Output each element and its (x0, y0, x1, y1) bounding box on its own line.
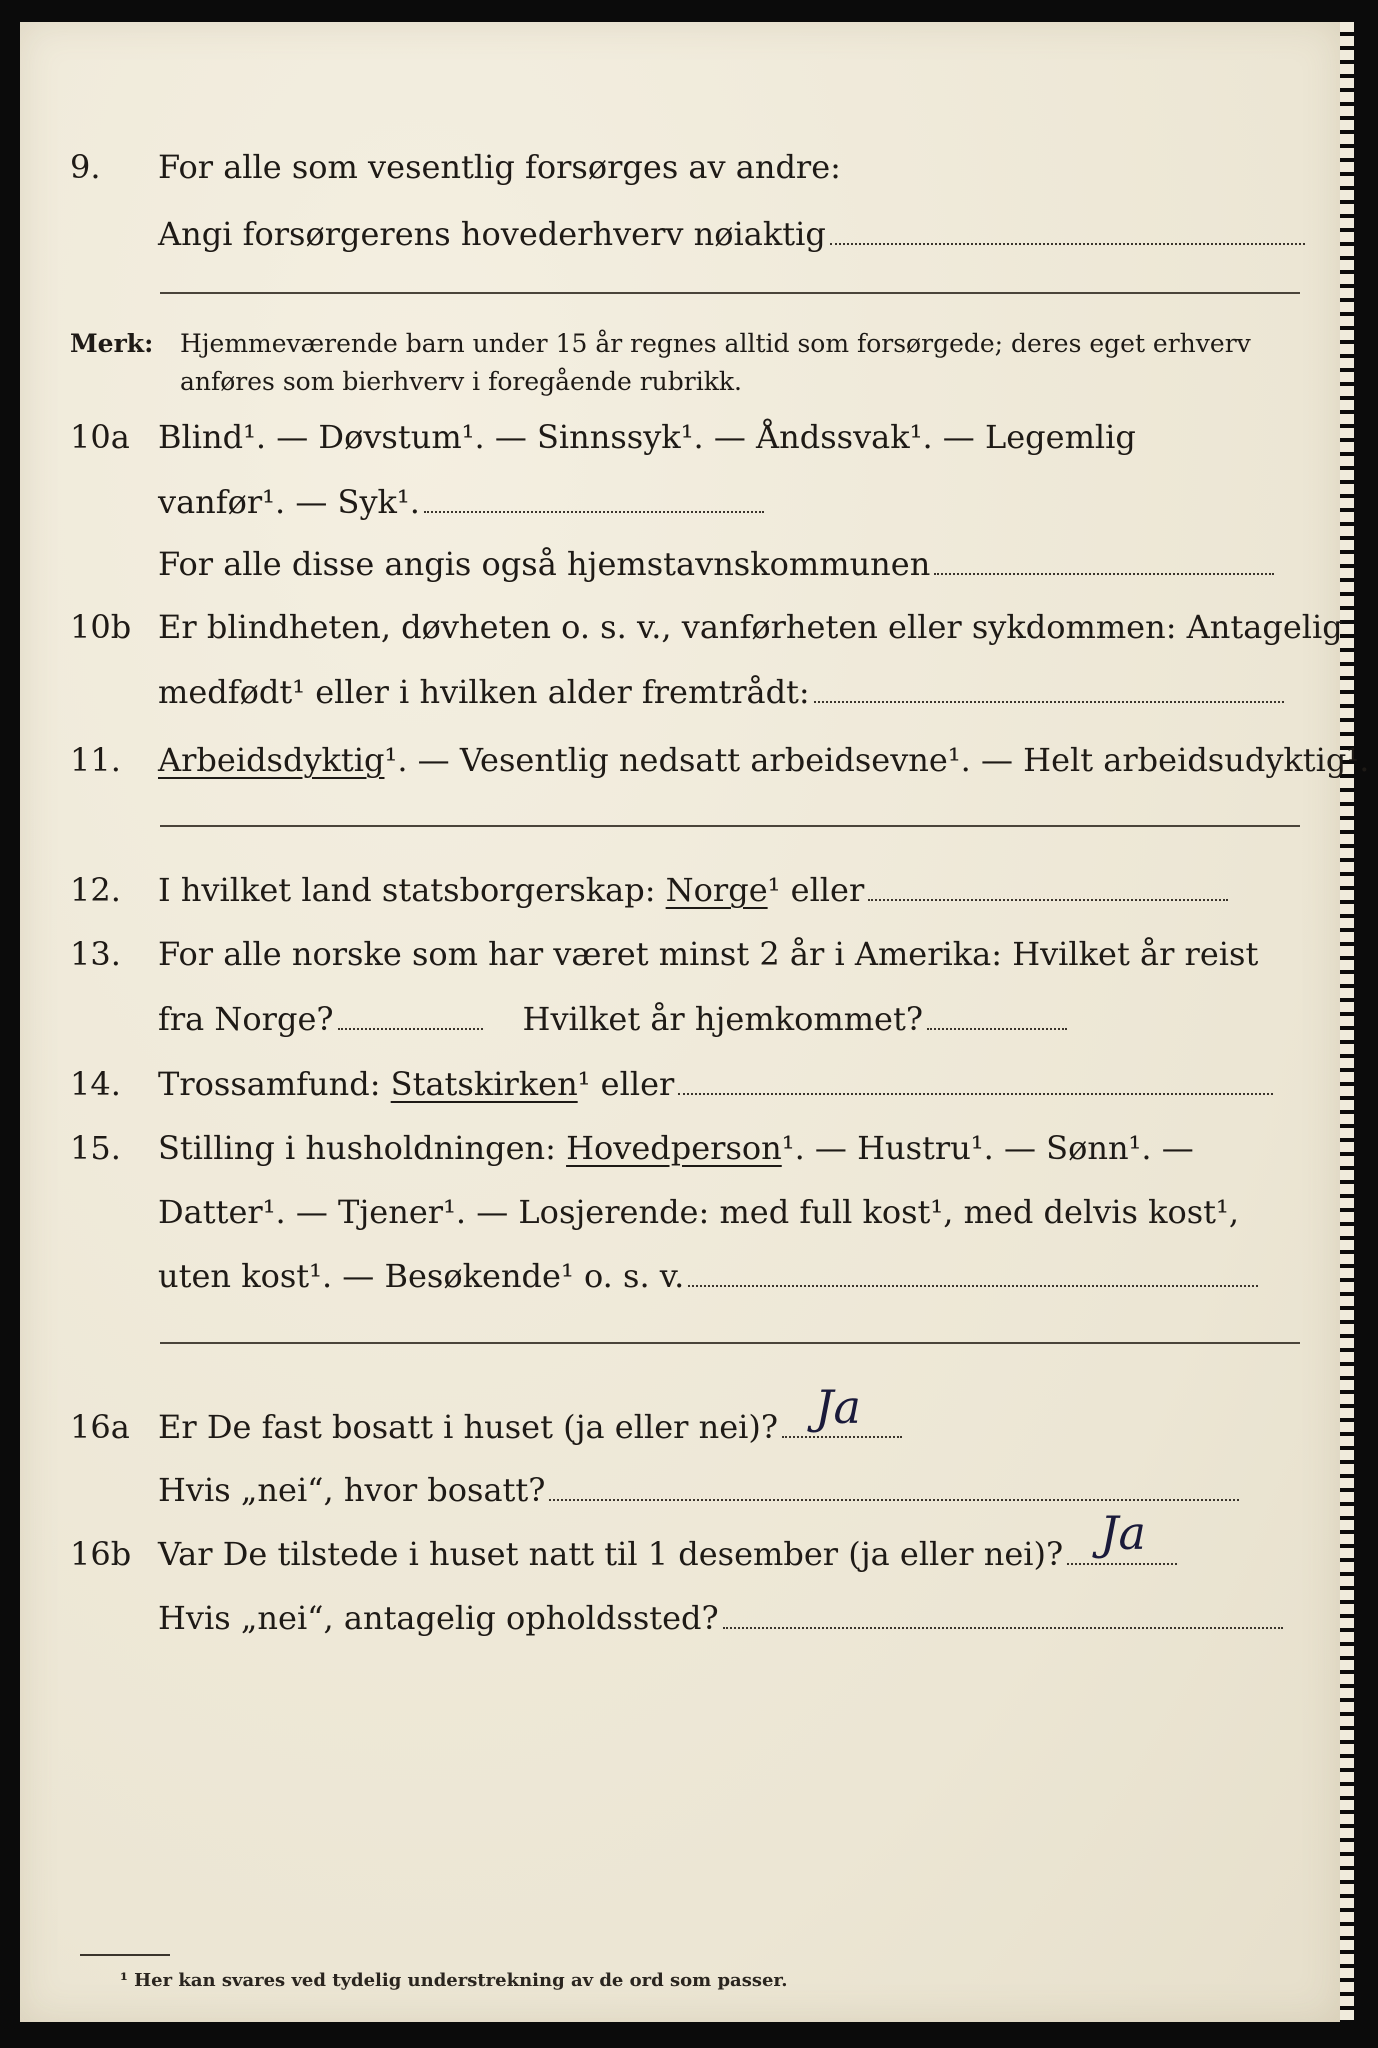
q13-reist-line[interactable] (338, 1027, 483, 1030)
q10a-text3: For alle disse angis også hjemstavnskommunen (158, 545, 931, 583)
q9-answer-line[interactable] (830, 242, 1305, 245)
q14-post: ¹ eller (577, 1065, 675, 1103)
q16b-text1: Var De tilstede i huset natt til 1 desember (ja eller nei)? (158, 1535, 1064, 1573)
merk-text1: Hjemmeværende barn under 15 år regnes alltid som forsørgede; deres eget erhverv (180, 329, 1251, 358)
q10a-hjemstavn-line[interactable] (934, 572, 1274, 575)
q13-hjemkommet-line[interactable] (927, 1027, 1067, 1030)
q9-text2: Angi forsørgerens hovederhverv nøiaktig (158, 215, 826, 253)
q15-post: ¹. — Hustru¹. — Sønn¹. — (781, 1129, 1194, 1167)
q16b-opholdssted-line[interactable] (723, 1626, 1283, 1629)
q14-pre: Trossamfund: (158, 1065, 381, 1103)
q13-reist-label: fra Norge? (158, 1000, 334, 1038)
q10a-answer-line[interactable] (424, 510, 764, 513)
q16b-number: 16b (70, 1535, 132, 1573)
q16b-answer-line[interactable] (1067, 1562, 1177, 1565)
q10b-answer-line[interactable] (814, 700, 1284, 703)
q16a-text1: Er De fast bosatt i huset (ja eller nei)? (158, 1408, 779, 1446)
q15-option-hovedperson[interactable]: Hovedperson (566, 1129, 782, 1167)
q9-text1: For alle som vesentlig forsørges av andre: (158, 148, 841, 186)
q16a-number: 16a (70, 1408, 130, 1446)
q10a-number: 10a (70, 418, 130, 456)
q16b-text2: Hvis „nei“, antagelig opholdssted? (158, 1599, 719, 1637)
q11-option-arbeidsdyktig[interactable]: Arbeidsdyktig (158, 741, 385, 779)
merk-label: Merk: (70, 329, 154, 358)
q14-number: 14. (70, 1065, 121, 1103)
q15-answer-line[interactable] (688, 1284, 1258, 1287)
footnote-rule (80, 1954, 170, 1956)
q13-text1: For alle norske som har været minst 2 år i Amerika: Hvilket år reist (158, 935, 1259, 973)
q12-post: ¹ eller (767, 871, 865, 909)
q12-answer-line[interactable] (868, 898, 1228, 901)
q14-answer-line[interactable] (678, 1092, 1273, 1095)
q16b-handwritten-answer: Ja (1100, 1506, 1146, 1560)
census-form-page (20, 22, 1370, 2022)
q16a-answer-line[interactable] (782, 1435, 902, 1438)
q16a-handwritten-answer: Ja (815, 1380, 861, 1434)
q10b-text1: Er blindheten, døvheten o. s. v., vanførheten eller sykdommen: Antagelig (158, 608, 1343, 646)
q11-extra-line[interactable] (160, 825, 1300, 827)
q11-rest: ¹. — Vesentlig nedsatt arbeidsevne¹. — Helt arbeidsudyktig¹. (384, 741, 1370, 779)
q15-text2: Datter¹. — Tjener¹. — Losjerende: med full kost¹, med delvis kost¹, (158, 1193, 1240, 1231)
footnote: ¹ Her kan svares ved tydelig understrekning av de ord som passer. (120, 1970, 788, 1991)
merk-text2: anføres som bierhverv i foregående rubrikk. (180, 367, 742, 396)
q12-number: 12. (70, 871, 121, 909)
q10b-text2: medfødt¹ eller i hvilken alder fremtrådt: (158, 673, 810, 711)
q12-option-norge[interactable]: Norge (665, 871, 768, 909)
perforated-edge (1340, 22, 1354, 2022)
q16a-text2: Hvis „nei“, hvor bosatt? (158, 1471, 546, 1509)
q10a-text2: vanfør¹. — Syk¹. (158, 483, 420, 521)
q9-number: 9. (70, 148, 101, 186)
q9-extra-line[interactable] (160, 292, 1300, 294)
q10b-number: 10b (70, 608, 132, 646)
q11-number: 11. (70, 741, 121, 779)
q15-extra-line[interactable] (160, 1342, 1300, 1344)
q12-pre: I hvilket land statsborgerskap: (158, 871, 656, 909)
q14-option-statskirken[interactable]: Statskirken (390, 1065, 578, 1103)
q15-text3: uten kost¹. — Besøkende¹ o. s. v. (158, 1257, 685, 1295)
q13-number: 13. (70, 935, 121, 973)
q15-number: 15. (70, 1129, 121, 1167)
q15-pre: Stilling i husholdningen: (158, 1129, 556, 1167)
q16a-bosatt-line[interactable] (549, 1498, 1239, 1501)
q10a-text1: Blind¹. — Døvstum¹. — Sinnssyk¹. — Åndssvak¹. — Legemlig (158, 418, 1136, 456)
q13-hjemkommet-label: Hvilket år hjemkommet? (522, 1000, 923, 1038)
